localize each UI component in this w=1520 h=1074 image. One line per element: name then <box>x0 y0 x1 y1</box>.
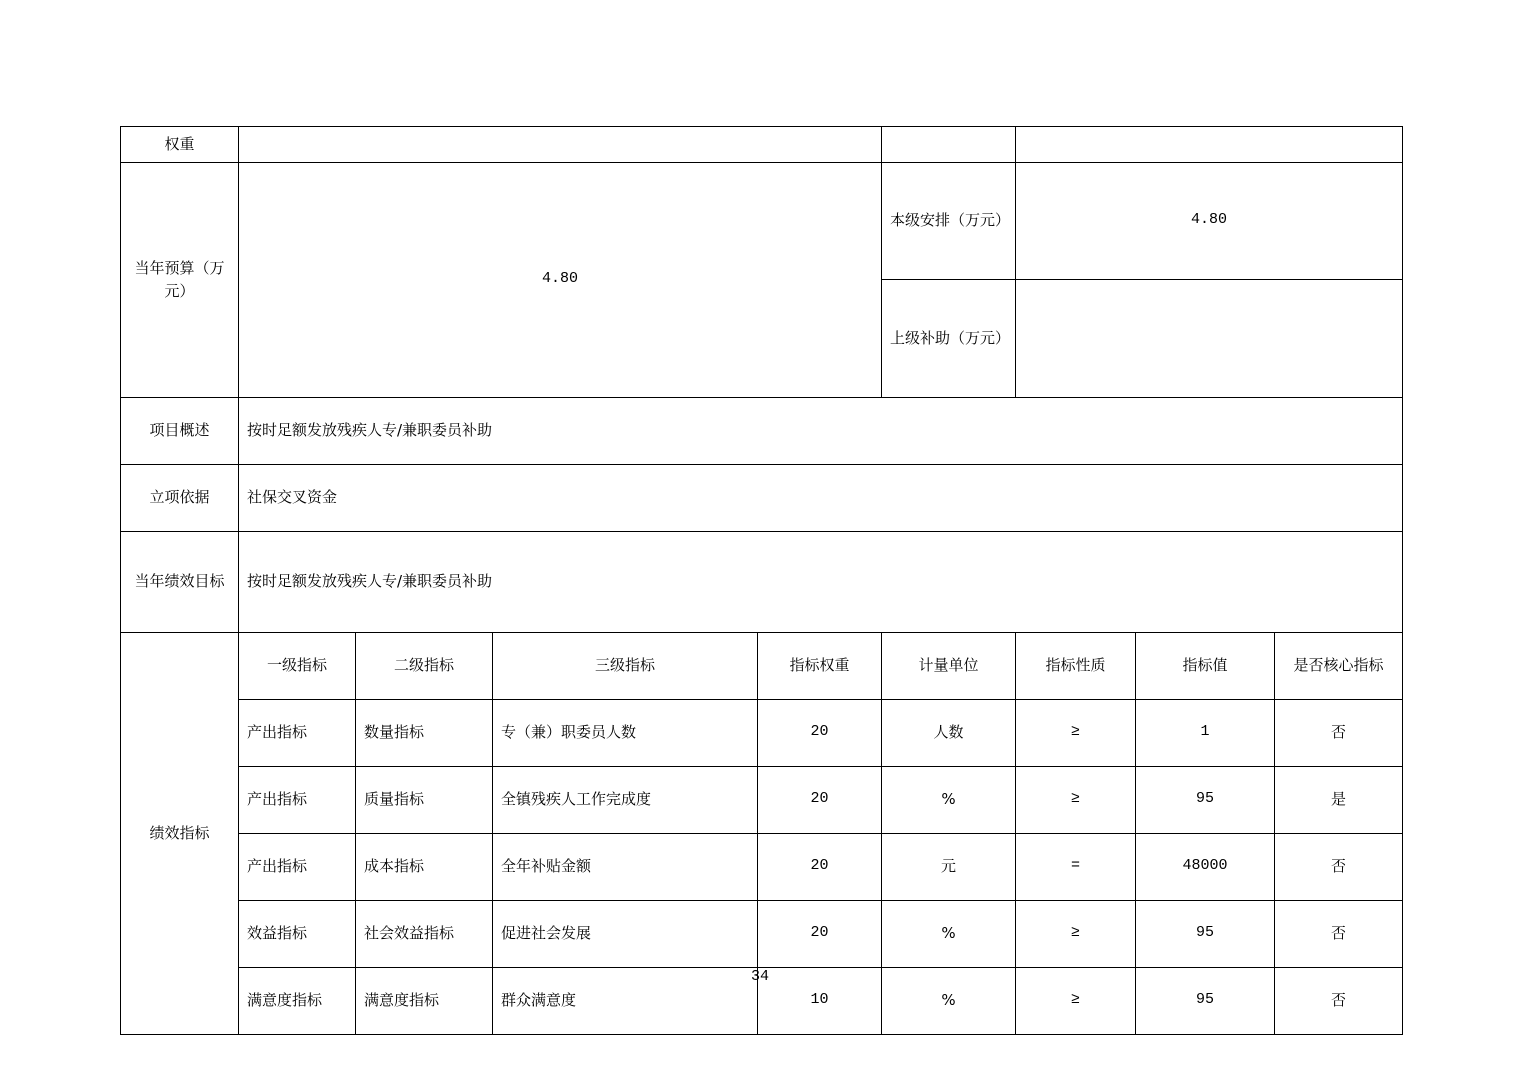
cell-level2: 数量指标 <box>356 699 493 766</box>
weight-label: 权重 <box>121 127 239 163</box>
header-level1: 一级指标 <box>239 632 356 699</box>
cell-value: 95 <box>1136 967 1275 1034</box>
cell-nature: = <box>1016 833 1136 900</box>
cell-level3: 全镇残疾人工作完成度 <box>493 766 758 833</box>
budget-label: 当年预算（万元） <box>121 162 239 397</box>
indicator-header-row <box>121 632 1403 699</box>
cell-core: 否 <box>1275 900 1403 967</box>
cell-unit: % <box>882 967 1016 1034</box>
cell-level3: 全年补贴金额 <box>493 833 758 900</box>
table-row <box>121 900 1403 967</box>
cell-level1: 产出指标 <box>239 833 356 900</box>
cell-weight: 20 <box>758 900 882 967</box>
cell-level2: 满意度指标 <box>356 967 493 1034</box>
table-row <box>121 833 1403 900</box>
local-arrange-label: 本级安排（万元） <box>882 162 1016 279</box>
cell-nature: ≥ <box>1016 967 1136 1034</box>
cell-nature: ≥ <box>1016 766 1136 833</box>
header-core: 是否核心指标 <box>1275 632 1403 699</box>
table-row-basis <box>121 464 1403 531</box>
table-row-budget-local <box>121 162 1403 279</box>
cell-level1: 效益指标 <box>239 900 356 967</box>
cell-value: 48000 <box>1136 833 1275 900</box>
project-overview-label: 项目概述 <box>121 397 239 464</box>
header-weight: 指标权重 <box>758 632 882 699</box>
cell-level3: 专（兼）职委员人数 <box>493 699 758 766</box>
cell-level3: 群众满意度 <box>493 967 758 1034</box>
cell-unit: 人数 <box>882 699 1016 766</box>
cell-nature: ≥ <box>1016 900 1136 967</box>
upper-subsidy-label: 上级补助（万元） <box>882 279 1016 397</box>
page-number: 34 <box>750 968 769 985</box>
table-row <box>121 766 1403 833</box>
header-unit: 计量单位 <box>882 632 1016 699</box>
project-overview-value: 按时足额发放残疾人专/兼职委员补助 <box>239 397 1403 464</box>
cell-weight: 20 <box>758 833 882 900</box>
cell-unit: 元 <box>882 833 1016 900</box>
cell-weight: 20 <box>758 699 882 766</box>
header-level2: 二级指标 <box>356 632 493 699</box>
cell-level2: 社会效益指标 <box>356 900 493 967</box>
header-value: 指标值 <box>1136 632 1275 699</box>
header-level3: 三级指标 <box>493 632 758 699</box>
cell-value: 95 <box>1136 900 1275 967</box>
header-nature: 指标性质 <box>1016 632 1136 699</box>
cell-core: 是 <box>1275 766 1403 833</box>
budget-performance-table <box>120 126 1403 1035</box>
table-row <box>121 699 1403 766</box>
basis-label: 立项依据 <box>121 464 239 531</box>
cell-unit: % <box>882 766 1016 833</box>
local-arrange-value: 4.80 <box>1016 162 1403 279</box>
cell-core: 否 <box>1275 833 1403 900</box>
cell-level2: 成本指标 <box>356 833 493 900</box>
basis-value: 社保交叉资金 <box>239 464 1403 531</box>
cell-weight: 20 <box>758 766 882 833</box>
table-row-project-overview <box>121 397 1403 464</box>
weight-right-value <box>1016 127 1403 163</box>
weight-right-mid <box>882 127 1016 163</box>
table-row-weight <box>121 127 1403 163</box>
cell-unit: % <box>882 900 1016 967</box>
cell-value: 95 <box>1136 766 1275 833</box>
upper-subsidy-value <box>1016 279 1403 397</box>
cell-level1: 产出指标 <box>239 766 356 833</box>
annual-goal-value: 按时足额发放残疾人专/兼职委员补助 <box>239 531 1403 632</box>
cell-core: 否 <box>1275 967 1403 1034</box>
cell-core: 否 <box>1275 699 1403 766</box>
cell-level1: 满意度指标 <box>239 967 356 1034</box>
cell-level2: 质量指标 <box>356 766 493 833</box>
table-row-annual-goal <box>121 531 1403 632</box>
budget-value: 4.80 <box>239 162 882 397</box>
cell-value: 1 <box>1136 699 1275 766</box>
cell-level3: 促进社会发展 <box>493 900 758 967</box>
cell-nature: ≥ <box>1016 699 1136 766</box>
performance-label: 绩效指标 <box>121 632 239 1034</box>
cell-weight: 10 <box>758 967 882 1034</box>
annual-goal-label: 当年绩效目标 <box>121 531 239 632</box>
weight-value <box>239 127 882 163</box>
cell-level1: 产出指标 <box>239 699 356 766</box>
